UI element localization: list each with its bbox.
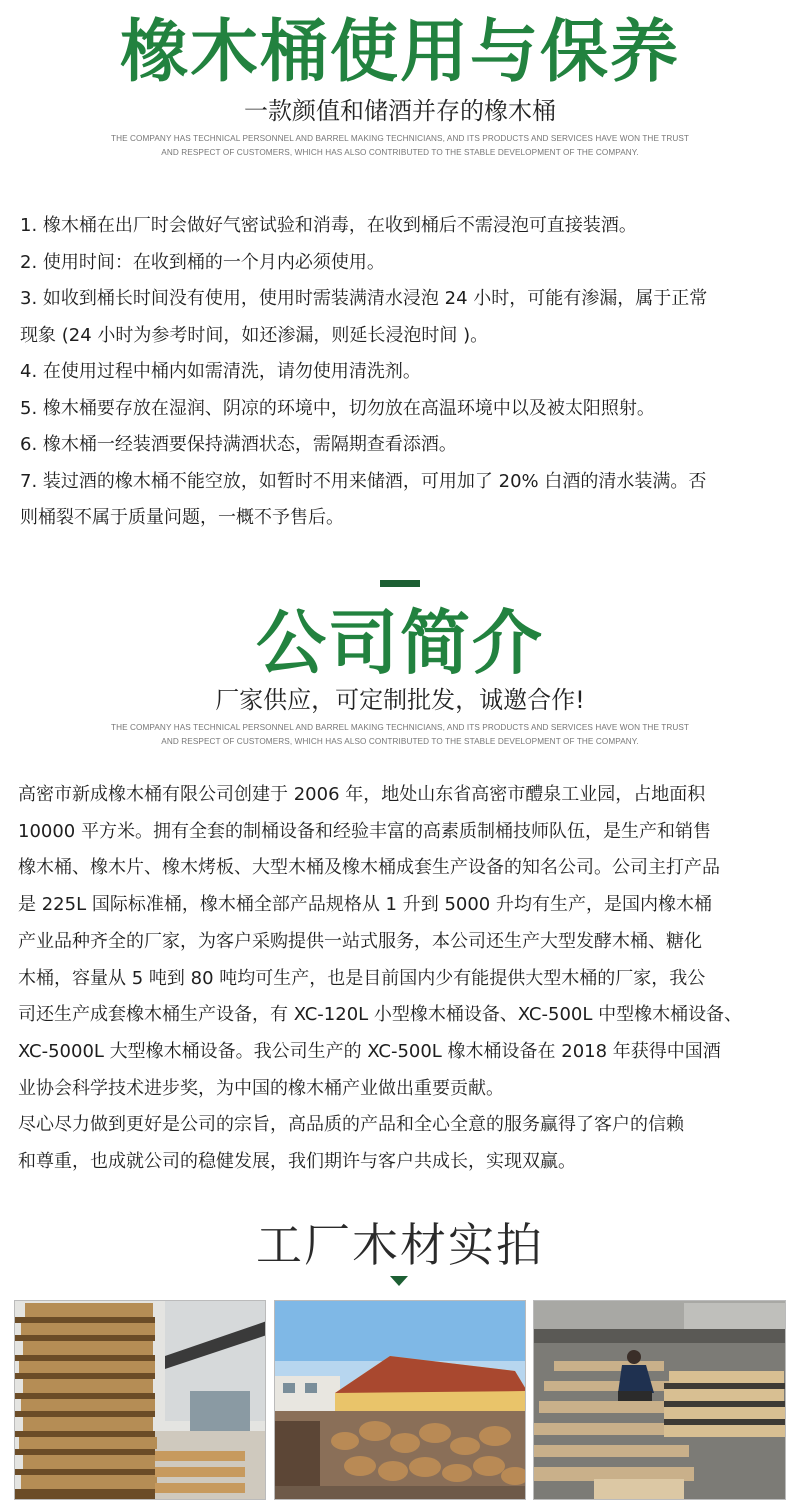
factory-photo-worker-stacking (533, 1300, 786, 1500)
english-tagline-1 (100, 132, 700, 160)
intro-line: XC-5000L 大型橡木桶设备。我公司生产的 XC-500L 橡木桶设备在 2018 年获得中国酒 (18, 1040, 721, 1062)
english-tagline-line: THE COMPANY HAS TECHNICAL PERSONNEL AND BARREL MAKING TECHNICIANS, AND ITS PRODUCTS AND SERVICES HAVE WON THE TRUST (110, 723, 690, 732)
section-divider-bar (380, 580, 420, 587)
section-subtitle-company: 厂家供应，可定制批发，诚邀合作! (215, 686, 585, 714)
intro-line: 和尊重，也成就公司的稳健发展，我们期许与客户共成长，实现双赢。 (18, 1151, 576, 1173)
english-tagline-line: AND RESPECT OF CUSTOMERS, WHICH HAS ALSO CONTRIBUTED TO THE STABLE DEVELOPMENT OF THE COMPANY. (161, 737, 639, 746)
usage-line: 4. 在使用过程中桶内如需清洗，请勿使用清洗剂。 (20, 361, 421, 382)
usage-line: 1. 橡木桶在出厂时会做好气密试验和消毒，在收到桶后不需浸泡可直接装酒。 (20, 215, 637, 236)
english-tagline-line: AND RESPECT OF CUSTOMERS, WHICH HAS ALSO CONTRIBUTED TO THE STABLE DEVELOPMENT OF THE COMPANY. (161, 148, 639, 157)
intro-line: 高密市新成橡木桶有限公司创建于 2006 年，地处山东省高密市醴泉工业园，占地面积 (18, 784, 706, 805)
section-title-factory-photos: 工厂木材实拍 (256, 1218, 544, 1272)
usage-line: 现象 (24 小时为参考时间，如还渗漏，则延长浸泡时间 )。 (20, 324, 489, 346)
usage-line: 3. 如收到桶长时间没有使用，使用时需装满清水浸泡 24 小时，可能有渗漏，属于正常 (20, 288, 708, 309)
usage-line: 7. 装过酒的橡木桶不能空放，如暂时不用来储酒，可用加了 20% 白酒的清水装满。否 (20, 470, 707, 492)
intro-line: 10000 平方米。拥有全套的制桶设备和经验丰富的高素质制桶技师队伍，是生产和销售 (18, 820, 711, 842)
intro-line: 木桶，容量从 5 吨到 80 吨均可生产，也是目前国内少有能提供大型木桶的厂家，我公 (18, 967, 706, 989)
section-title-company: 公司简介 (256, 602, 544, 684)
triangle-down-icon (390, 1276, 408, 1286)
section-subtitle-usage: 一款颜值和储酒并存的橡木桶 (244, 97, 556, 125)
intro-line: 橡木桶、橡木片、橡木烤板、大型木桶及橡木桶成套生产设备的知名公司。公司主打产品 (18, 857, 720, 879)
intro-line: 司还生产成套橡木桶生产设备，有 XC-120L 小型橡木桶设备、XC-500L 中型橡木桶设备、 (18, 1004, 743, 1026)
intro-line: 尽心尽力做到更好是公司的宗旨，高品质的产品和全心全意的服务赢得了客户的信赖 (18, 1114, 684, 1136)
usage-line: 2. 使用时间：在收到桶的一个月内必须使用。 (20, 251, 385, 273)
intro-line: 是 225L 国际标准桶，橡木桶全部产品规格从 1 升到 5000 升均有生产，是国内橡木桶 (18, 894, 712, 916)
usage-line: 5. 橡木桶要存放在湿润、阴凉的环境中，切勿放在高温环境中以及被太阳照射。 (20, 397, 655, 419)
usage-instructions (20, 208, 792, 537)
intro-line: 产业品种齐全的厂家，为客户采购提供一站式服务，本公司还生产大型发酵木桶、糖化 (18, 930, 702, 952)
factory-photo-outdoor-logs (274, 1300, 526, 1500)
english-tagline-2 (100, 721, 700, 749)
intro-line: 业协会科学技术进步奖，为中国的橡木桶产业做出重要贡献。 (18, 1077, 504, 1099)
english-tagline-line: THE COMPANY HAS TECHNICAL PERSONNEL AND BARREL MAKING TECHNICIANS, AND ITS PRODUCTS AND SERVICES HAVE WON THE TRUST (110, 134, 690, 143)
factory-photo-indoor-planks (14, 1300, 266, 1500)
usage-line: 6. 橡木桶一经装酒要保持满酒状态，需隔期查看添酒。 (20, 434, 457, 455)
company-introduction (18, 777, 800, 1181)
usage-line: 则桶裂不属于质量问题，一概不予售后。 (20, 507, 344, 528)
section-title-usage: 橡木桶使用与保养 (119, 13, 680, 92)
